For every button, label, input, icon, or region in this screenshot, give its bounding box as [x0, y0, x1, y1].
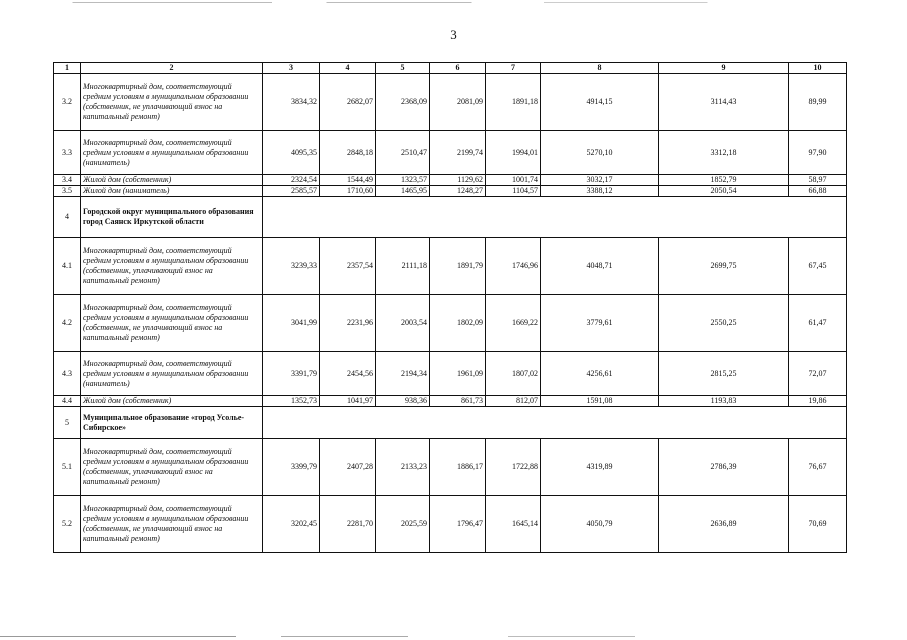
- value-cell: 4095,35: [263, 131, 320, 175]
- value-cell: 1323,57: [376, 175, 430, 186]
- value-cell: 2111,18: [376, 238, 430, 295]
- description-cell: Многоквартирный дом, соответствующий средним условиям в муниципальном образовании (наниматель): [81, 352, 263, 396]
- value-cell: 3202,45: [263, 496, 320, 553]
- table-row: [54, 175, 847, 186]
- value-cell: 4048,71: [541, 238, 659, 295]
- value-cell: 3779,61: [541, 295, 659, 352]
- value-cell: 1746,96: [486, 238, 541, 295]
- value-cell: 2025,59: [376, 496, 430, 553]
- value-cell: 3114,43: [659, 74, 789, 131]
- value-cell: 2368,09: [376, 74, 430, 131]
- value-cell: 1544,49: [320, 175, 376, 186]
- section-title-cell: Муниципальное образование «город Усолье-Сибирское»: [81, 407, 263, 439]
- section-title-cell: Городской округ муниципального образования город Саянск Иркутской области: [81, 197, 263, 238]
- value-cell: 3399,79: [263, 439, 320, 496]
- description-cell: Многоквартирный дом, соответствующий средним условиям в муниципальном образовании (наниматель): [81, 131, 263, 175]
- value-cell: 1129,62: [430, 175, 486, 186]
- value-cell: 1891,18: [486, 74, 541, 131]
- value-cell: 1891,79: [430, 238, 486, 295]
- value-cell: 2357,54: [320, 238, 376, 295]
- value-cell: 1591,08: [541, 396, 659, 407]
- table-row: [54, 352, 847, 396]
- row-number-cell: 4.4: [54, 396, 81, 407]
- value-cell: 938,36: [376, 396, 430, 407]
- value-cell: 1465,95: [376, 186, 430, 197]
- column-number-cell: 3: [263, 63, 320, 74]
- row-number-cell: 3.3: [54, 131, 81, 175]
- column-number-cell: 7: [486, 63, 541, 74]
- table-row: [54, 439, 847, 496]
- value-cell: 2848,18: [320, 131, 376, 175]
- value-cell: 2281,70: [320, 496, 376, 553]
- value-cell: 1352,73: [263, 396, 320, 407]
- value-cell: 1669,22: [486, 295, 541, 352]
- value-cell: 2324,54: [263, 175, 320, 186]
- value-cell: 861,73: [430, 396, 486, 407]
- value-cell: 1041,97: [320, 396, 376, 407]
- column-number-cell: 8: [541, 63, 659, 74]
- tariff-table: [53, 62, 847, 553]
- value-cell: 97,90: [789, 131, 847, 175]
- description-cell: Жилой дом (собственник): [81, 396, 263, 407]
- value-cell: 72,07: [789, 352, 847, 396]
- value-cell: 2786,39: [659, 439, 789, 496]
- value-cell: 2454,56: [320, 352, 376, 396]
- value-cell: 2199,74: [430, 131, 486, 175]
- empty-section-span-cell: [263, 407, 847, 439]
- row-number-cell: 4.3: [54, 352, 81, 396]
- column-number-cell: 2: [81, 63, 263, 74]
- value-cell: 1001,74: [486, 175, 541, 186]
- column-number-row: [54, 63, 847, 74]
- column-number-cell: 9: [659, 63, 789, 74]
- value-cell: 1852,79: [659, 175, 789, 186]
- value-cell: 2081,09: [430, 74, 486, 131]
- column-number-cell: 6: [430, 63, 486, 74]
- row-number-cell: 3.5: [54, 186, 81, 197]
- row-number-cell: 3.4: [54, 175, 81, 186]
- description-cell: Многоквартирный дом, соответствующий средним условиям в муниципальном образовании (собственник, не уплачивающий взнос на капитальный ремонт): [81, 74, 263, 131]
- value-cell: 3041,99: [263, 295, 320, 352]
- description-cell: Жилой дом (собственник): [81, 175, 263, 186]
- value-cell: 1248,27: [430, 186, 486, 197]
- value-cell: 3391,79: [263, 352, 320, 396]
- value-cell: 1645,14: [486, 496, 541, 553]
- empty-section-span-cell: [263, 197, 847, 238]
- description-cell: Многоквартирный дом, соответствующий средним условиям в муниципальном образовании (собственник, не уплачивающий взнос на капитальный ремонт): [81, 496, 263, 553]
- page-number: 3: [450, 27, 457, 42]
- value-cell: 3032,17: [541, 175, 659, 186]
- value-cell: 67,45: [789, 238, 847, 295]
- value-cell: 66,88: [789, 186, 847, 197]
- value-cell: 19,86: [789, 396, 847, 407]
- value-cell: 89,99: [789, 74, 847, 131]
- value-cell: 2585,57: [263, 186, 320, 197]
- column-number-cell: 5: [376, 63, 430, 74]
- column-number-cell: 1: [54, 63, 81, 74]
- value-cell: 2407,28: [320, 439, 376, 496]
- value-cell: 1886,17: [430, 439, 486, 496]
- value-cell: 1994,01: [486, 131, 541, 175]
- description-cell: Многоквартирный дом, соответствующий средним условиям в муниципальном образовании (собственник, уплачивающий взнос на капитальный ремонт): [81, 238, 263, 295]
- value-cell: 4256,61: [541, 352, 659, 396]
- value-cell: 2550,25: [659, 295, 789, 352]
- row-number-cell: 3.2: [54, 74, 81, 131]
- value-cell: 58,97: [789, 175, 847, 186]
- value-cell: 4914,15: [541, 74, 659, 131]
- value-cell: 76,67: [789, 439, 847, 496]
- value-cell: 1104,57: [486, 186, 541, 197]
- value-cell: 3239,33: [263, 238, 320, 295]
- scan-artifact-top: [0, 2, 907, 3]
- table-body: [54, 63, 847, 553]
- value-cell: 70,69: [789, 496, 847, 553]
- value-cell: 4319,89: [541, 439, 659, 496]
- table-row: [54, 131, 847, 175]
- value-cell: 1802,09: [430, 295, 486, 352]
- table-row: [54, 74, 847, 131]
- value-cell: 61,47: [789, 295, 847, 352]
- table-row: [54, 238, 847, 295]
- value-cell: 1796,47: [430, 496, 486, 553]
- section-row: [54, 197, 847, 238]
- description-cell: Жилой дом (наниматель): [81, 186, 263, 197]
- column-number-cell: 10: [789, 63, 847, 74]
- row-number-cell: 4.1: [54, 238, 81, 295]
- value-cell: 2682,07: [320, 74, 376, 131]
- value-cell: 1961,09: [430, 352, 486, 396]
- value-cell: 2231,96: [320, 295, 376, 352]
- table-row: [54, 186, 847, 197]
- row-number-cell: 5.2: [54, 496, 81, 553]
- value-cell: 3312,18: [659, 131, 789, 175]
- value-cell: 2194,34: [376, 352, 430, 396]
- value-cell: 2050,54: [659, 186, 789, 197]
- value-cell: 4050,79: [541, 496, 659, 553]
- value-cell: 2510,47: [376, 131, 430, 175]
- table-row: [54, 396, 847, 407]
- value-cell: 2003,54: [376, 295, 430, 352]
- value-cell: 1722,88: [486, 439, 541, 496]
- value-cell: 5270,10: [541, 131, 659, 175]
- table-row: [54, 295, 847, 352]
- scan-artifact-bottom: [0, 636, 907, 637]
- description-cell: Многоквартирный дом, соответствующий средним условиям в муниципальном образовании (собственник, не уплачивающий взнос на капитальный ремонт): [81, 295, 263, 352]
- value-cell: 3388,12: [541, 186, 659, 197]
- section-row: [54, 407, 847, 439]
- table-row: [54, 496, 847, 553]
- value-cell: 1193,83: [659, 396, 789, 407]
- value-cell: 2815,25: [659, 352, 789, 396]
- value-cell: 1710,60: [320, 186, 376, 197]
- value-cell: 2699,75: [659, 238, 789, 295]
- value-cell: 3834,32: [263, 74, 320, 131]
- value-cell: 1807,02: [486, 352, 541, 396]
- column-number-cell: 4: [320, 63, 376, 74]
- value-cell: 2133,23: [376, 439, 430, 496]
- value-cell: 812,07: [486, 396, 541, 407]
- value-cell: 2636,89: [659, 496, 789, 553]
- row-number-cell: 5.1: [54, 439, 81, 496]
- row-number-cell: 4: [54, 197, 81, 238]
- row-number-cell: 5: [54, 407, 81, 439]
- description-cell: Многоквартирный дом, соответствующий средним условиям в муниципальном образовании (собственник, уплачивающий взнос на капитальный ремонт): [81, 439, 263, 496]
- row-number-cell: 4.2: [54, 295, 81, 352]
